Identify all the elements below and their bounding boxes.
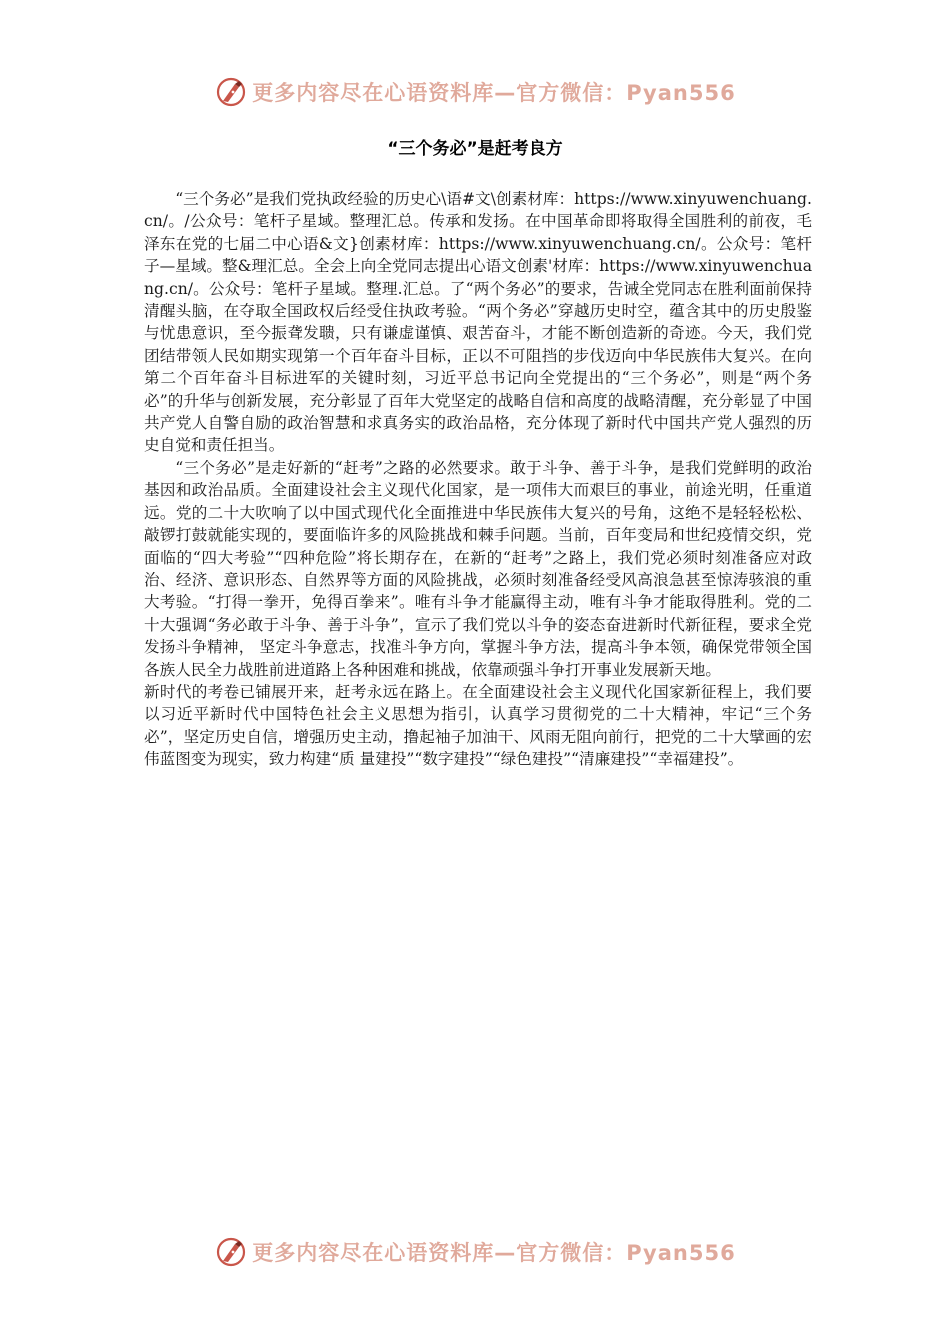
- document-body: [144, 188, 812, 771]
- footer-watermark: [0, 1232, 950, 1272]
- pen-nib-logo-icon: [214, 1235, 248, 1269]
- paragraph-3: 新时代的考卷已铺展开来，赶考永远在路上。在全面建设社会主义现代化国家新征程上，我们要以习近平新时代中国特色社会主义思想为指引，认真学习贯彻党的二十大精神，牢记“三个务必”，坚定历史自信，增强历史主动，撸起袖子加油干、风雨无阻向前行，把党的二十大擘画的宏伟蓝图变为现实，致力构建“质 量建投”“数字建投”“绿色建投”“清廉建投”“幸福建投”。: [144, 682, 812, 769]
- watermark-text: 更多内容尽在心语资料库—官方微信：Pyan556: [252, 1241, 736, 1265]
- document-title: “三个务必”是赶考良方: [387, 139, 563, 159]
- watermark-text: 更多内容尽在心语资料库—官方微信：Pyan556: [252, 81, 736, 105]
- header-watermark: [0, 72, 950, 112]
- paragraph-2: “三个务必”是走好新的“赶考”之路的必然要求。敢于斗争、善于斗争，是我们党鲜明的政治基因和政治品质。全面建设社会主义现代化国家，是一项伟大而艰巨的事业，前途光明，任重道远。党的二十大吹响了以中国式现代化全面推进中华民族伟大复兴的号角，这绝不是轻轻松松、敲锣打鼓就能实现的，要面临许多的风险挑战和棘手问题。当前，百年变局和世纪疫情交织，党面临的“四大考验”“四种危险”将长期存在，在新的“赶考”之路上，我们党必须时刻准备应对政治、经济、意识形态、自然界等方面的风险挑战，必须时刻准备经受风高浪急甚至惊涛骇浪的重大考验。“打得一拳开，免得百拳来”。唯有斗争才能赢得主动，唯有斗争才能取得胜利。党的二十大强调“务必敢于斗争、善于斗争”，宣示了我们党以斗争的姿态奋进新时代新征程，要求全党发扬斗争精神， 坚定斗争意志，找准斗争方向，掌握斗争方法，提高斗争本领，确保党带领全国各族人民全力战胜前进道路上各种困难和挑战，依靠顽强斗争打开事业发展新天地。: [144, 458, 812, 679]
- paragraph-1: “三个务必”是我们党执政经验的历史心\语#文\创素材库：https://www.xinyuwenchuang.cn/。/公众号：笔杆子星域。整理汇总。传承和发扬。在中国革命即将取得全国胜利的前夜，毛泽东在党的七届二中心语&文}创素材库：https://www.xinyuwenchuang.cn/。公众号：笔杆子—星域。整&理汇总。全会上向全党同志提出心语文创素'材库：https://www.xinyuwenchuang.cn/。公众号：笔杆子星域。整理.汇总。了“两个务必”的要求，告诫全党同志在胜利面前保持清醒头脑，在夺取全国政权后经受住执政考验。“两个务必”穿越历史时空，蕴含其中的历史殷鉴与忧患意识，至今振聋发聩，只有谦虚谨慎、艰苦奋斗，才能不断创造新的奇迹。今天，我们党团结带领人民如期实现第一个百年奋斗目标，正以不可阻挡的步伐迈向中华民族伟大复兴。在向第二个百年奋斗目标进军的关键时刻，习近平总书记向全党提出的“三个务必”，则是“两个务必”的升华与创新发展，充分彰显了百年大党坚定的战略自信和高度的战略清醒，充分彰显了中国共产党人自警自励的政治智慧和求真务实的政治品格，充分体现了新时代中国共产党人强烈的历史自觉和责任担当。: [144, 190, 812, 455]
- pen-nib-logo-icon: [214, 75, 248, 109]
